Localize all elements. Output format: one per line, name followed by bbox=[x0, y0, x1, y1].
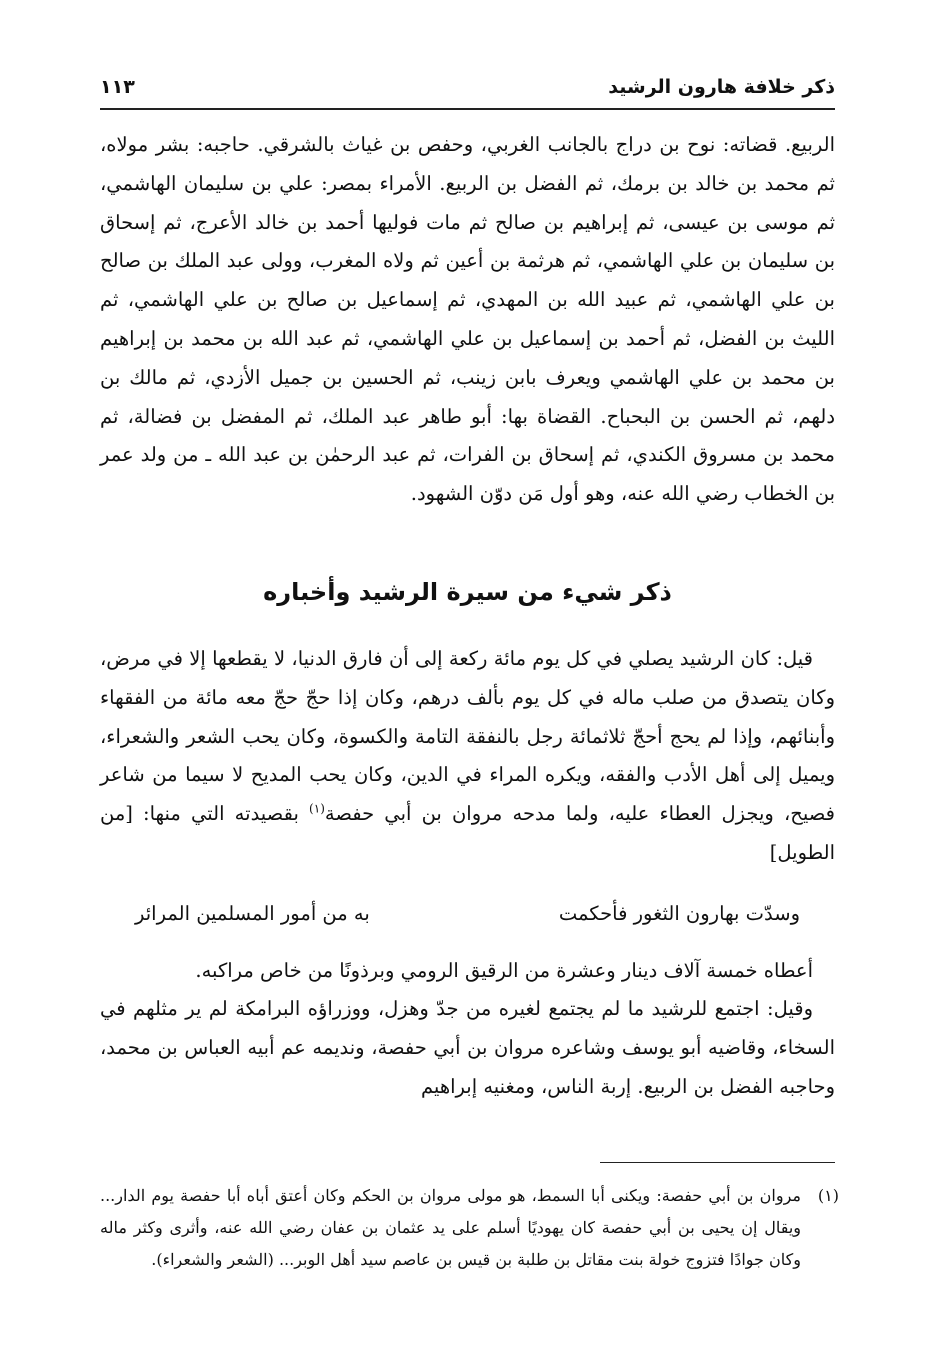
footnote-rule bbox=[600, 1162, 835, 1163]
first-hemistich: وسدّت بهارون الثغور فأحكمت bbox=[558, 902, 800, 925]
paragraph-mid-tail: بقصيدته التي منها: [من الطويل] bbox=[100, 802, 835, 864]
paragraph-mid bbox=[100, 640, 835, 873]
page-header bbox=[100, 72, 835, 106]
running-title: ذكر خلافة هارون الرشيد bbox=[608, 76, 835, 98]
paragraph-top: الربيع. قضاته: نوح بن دراج بالجانب الغربي، وحفص بن غياث بالشرقي. حاجبه: بشر مولاه، ثم محمد بن خالد بن برمك، ثم الفضل بن الربيع. الأمراء بمصر: علي بن سليمان الهاشمي، ثم موسى بن عيسى، ثم إبراهيم بن صالح ثم مات فوليها أحمد بن خالد الأعرج، ثم إسحاق بن سليمان بن علي الهاشمي، ثم هرثمة بن أعين ثم ولاه المغرب، وولى عبد الملك بن صالح بن علي الهاشمي، ثم عبيد الله بن المهدي، ثم إسماعيل بن صالح بن علي الهاشمي، ثم الليث بن الفضل، ثم أحمد بن إسماعيل بن علي الهاشمي، ثم عبد الله بن محمد بن إبراهيم بن محمد بن علي الهاشمي ويعرف بابن زينب، ثم الحسين بن جميل الأزدي، ثم مالك بن دلهم، ثم الحسن بن البحباح. القضاة بها: أبو طاهر عبد الملك، ثم المفضل بن فضالة، ثم محمد بن مسروق الكندي، ثم إسحاق بن الفرات، ثم عبد الرحمٰن بن عبد الله ـ من ولد عمر بن الخطاب رضي الله عنه، وهو أول مَن دوّن الشهود. bbox=[100, 133, 835, 506]
page-number: ١١٣ bbox=[100, 76, 135, 98]
paragraph-mid-text: قيل: كان الرشيد يصلي في كل يوم مائة ركعة إلى أن فارق الدنيا، لا يقطعها إلا في مرض، وكان يتصدق من صلب ماله في كل يوم بألف درهم، وكان إذا حجّ حجّ معه مائة من الفقهاء وأبنائهم، وإذا لم يحج أحجّ ثلاثمائة رجل بالنفقة التامة والكسوة، وكان يحب الشعر والشعراء، ويميل إلى أهل الأدب والفقه، ويكره المراء في الدين، وكان يحب المديح لا سيما من شاعر فصيح، ويجزل العطاء عليه، ولما مدحه مروان بن أبي حفصة bbox=[100, 647, 835, 826]
paragraph-after-verse-text: أعطاه خمسة آلاف دينار وعشرة من الرقيق الرومي وبرذونًا من خاص مراكبه. bbox=[195, 959, 813, 982]
paragraph-low-text: وقيل: اجتمع للرشيد ما لم يجتمع لغيره من جدّ وهزل، ووزراؤه البرامكة لم ير مثلهم في السخاء، وقاضيه أبو يوسف وشاعره مروان بن أبي حفصة، ونديمه عم أبيه العباس بن محمد، وحاجبه الفضل بن الربيع. إربة الناس، ومغنيه إبراهيم bbox=[100, 997, 835, 1098]
paragraph-low bbox=[100, 990, 835, 1106]
poem-verse bbox=[100, 898, 835, 938]
section-heading: ذكر شيء من سيرة الرشيد وأخباره bbox=[263, 578, 672, 606]
footnote-marker: (١) bbox=[309, 801, 325, 816]
footnote-number: (١) bbox=[817, 1186, 839, 1205]
paragraph-after-verse bbox=[100, 952, 835, 991]
second-hemistich: به من أمور المسلمين المرائر bbox=[135, 902, 370, 925]
header-rule bbox=[100, 108, 835, 110]
footnote-text: مروان بن أبي حفصة: ويكنى أبا السمط، هو مولى مروان بن الحكم وكان أعتق أباه أبا حفصة يوم الدار... ويقال إن يحيى بن أبي حفصة كان يهوديًا أسلم على يد عثمان بن عفان رضي الله عنه، وأثرى وكثر ماله وكان جوادًا فتزوج خولة بنت مقاتل بن طلبة بن قيس بن عاصم سيد أهل الوبر... (الشعر والشعراء). bbox=[100, 1186, 802, 1269]
footnotes bbox=[100, 1180, 839, 1276]
